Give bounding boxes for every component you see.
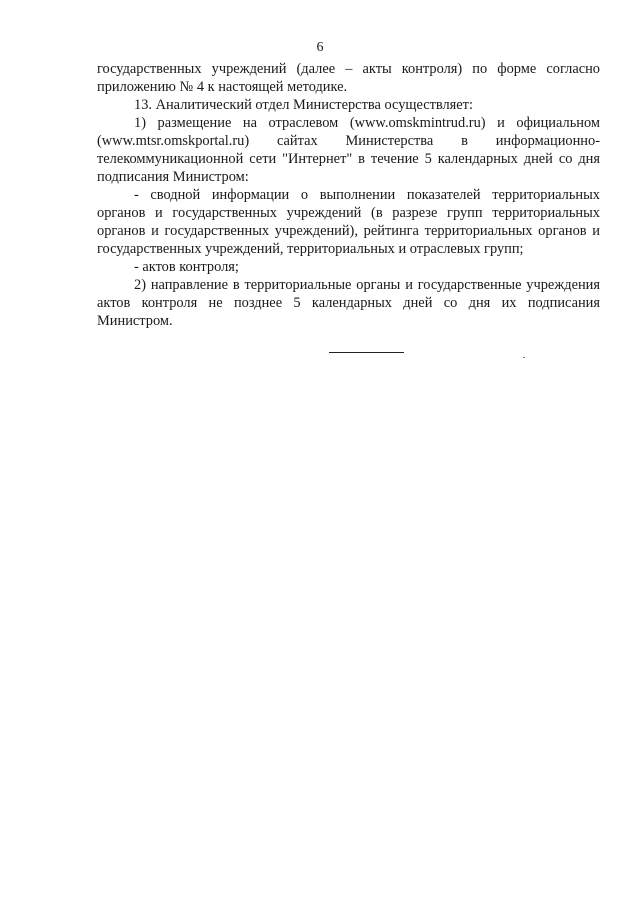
document-body — [97, 60, 600, 330]
end-divider-line — [329, 352, 404, 353]
paragraph-item-13: 13. Аналитический отдел Министерства осуществляет: — [134, 97, 473, 113]
page-number: 6 — [316, 40, 324, 55]
paragraph-bullet-acts: - актов контроля; — [134, 259, 239, 275]
paragraph-subitem-1: 1) размещение на отраслевом (www.omskmintrud.ru) и официальном (www.mtsr.omskportal.ru) сайтах Министерства в информационно-телекоммуникационной сети "Интернет" в течение 5 календарных дней со дня подписания Министром: — [97, 115, 600, 185]
paragraph-bullet-summary: - сводной информации о выполнении показателей территориальных органов и государственных учреждений (в разрезе групп территориальных органов и государственных учреждений), рейтинга территориальных органов и государственных учреждений, территориальных и отраслевых групп; — [97, 187, 600, 257]
paragraph-subitem-2: 2) направление в территориальные органы и государственные учреждения актов контроля не позднее 5 календарных дней со дня их подписания Министром. — [97, 277, 600, 329]
scan-speck — [523, 357, 525, 358]
paragraph-continuation: государственных учреждений (далее – акты контроля) по форме согласно приложению № 4 к настоящей методике. — [97, 61, 600, 95]
